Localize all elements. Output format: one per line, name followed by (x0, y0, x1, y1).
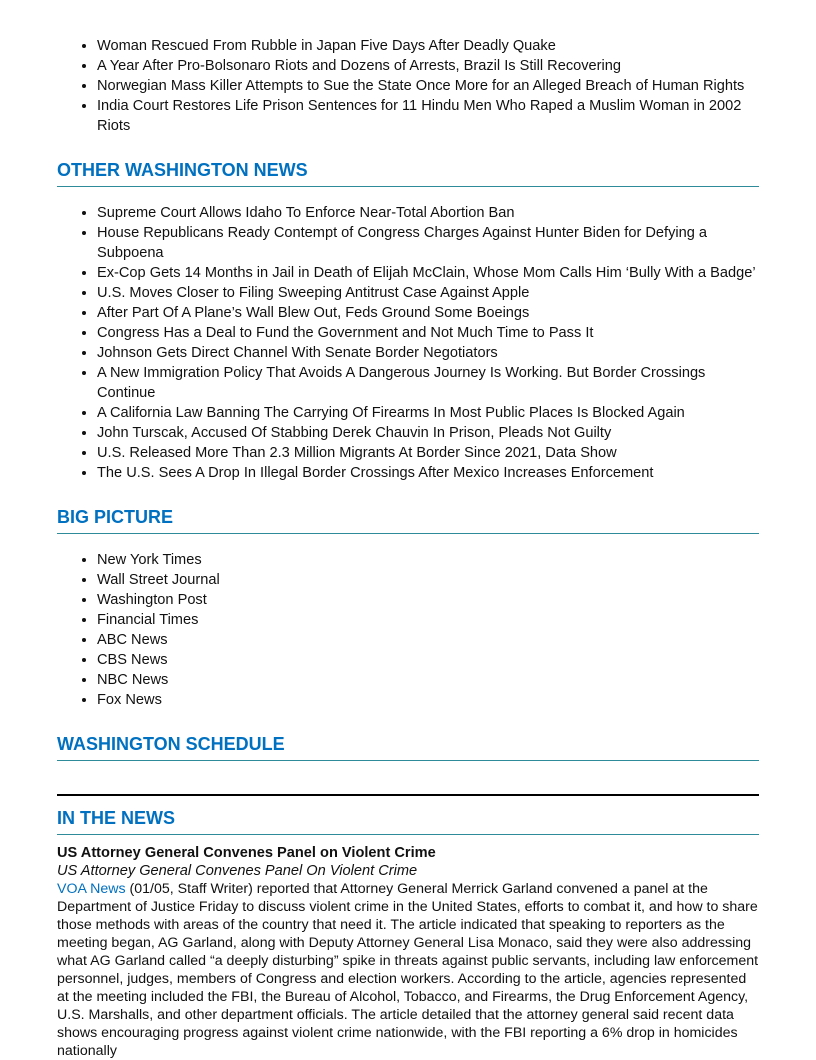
big-picture-heading: BIG PICTURE (57, 505, 759, 534)
list-item[interactable]: • Norwegian Mass Killer Attempts to Sue the State Once More for an Alleged Breach of Human Rights (97, 76, 759, 96)
list-item[interactable]: • The U.S. Sees A Drop In Illegal Border Crossings After Mexico Increases Enforcement (97, 463, 759, 483)
list-item[interactable]: • House Republicans Ready Contempt of Congress Charges Against Hunter Biden for Defying a Subpoena (97, 223, 759, 263)
section-divider (57, 794, 759, 796)
article-text: (01/05, Staff Writer) reported that Attorney General Merrick Garland convened a panel at the Department of Justice Friday to discuss violent crime in the United States, efforts to combat it, and how to share those methods with areas of the country that need it. The article indicated that speaking to reporters as the meeting began, AG Garland, along with Deputy Attorney General Lisa Monaco, said they were also addressing what AG Garland called “a deeply disturbing” spike in threats against public servants, including law enforcement personnel, judges, members of Congress and election workers. According to the article, agencies represented at the meeting included the FBI, the Bureau of Alcohol, Tobacco, and Firearms, the Drug Enforcement Agency, U.S. Marshalls, and other department officials. The article detailed that the attorney general said recent data shows encouraging progress against violent crime nationwide, with the FBI reporting a 6% drop in homicides nationally (57, 881, 759, 1059)
list-item[interactable]: • After Part Of A Plane’s Wall Blew Out, Feds Ground Some Boeings (97, 303, 759, 323)
list-item[interactable]: • A Year After Pro-Bolsonaro Riots and Dozens of Arrests, Brazil Is Still Recovering (97, 56, 759, 76)
list-item[interactable]: • Financial Times (97, 610, 759, 630)
big-picture-list (57, 550, 759, 710)
list-item[interactable]: • Johnson Gets Direct Channel With Senate Border Negotiators (97, 343, 759, 363)
list-item[interactable]: • A California Law Banning The Carrying Of Firearms In Most Public Places Is Blocked Again (97, 403, 759, 423)
list-item[interactable]: • Wall Street Journal (97, 570, 759, 590)
article-subtitle: US Attorney General Convenes Panel On Violent Crime (57, 863, 418, 879)
list-item[interactable]: • Congress Has a Deal to Fund the Government and Not Much Time to Pass It (97, 323, 759, 343)
list-item[interactable]: • Fox News (97, 690, 759, 710)
list-item[interactable]: • CBS News (97, 650, 759, 670)
washington-schedule-heading: WASHINGTON SCHEDULE (57, 732, 759, 761)
list-item[interactable]: • U.S. Released More Than 2.3 Million Migrants At Border Since 2021, Data Show (97, 443, 759, 463)
article-source-link[interactable]: VOA News (57, 881, 126, 897)
list-item[interactable]: • Ex-Cop Gets 14 Months in Jail in Death of Elijah McClain, Whose Mom Calls Him ‘Bully With a Badge’ (97, 263, 759, 283)
list-item[interactable]: • Washington Post (97, 590, 759, 610)
list-item[interactable]: • Woman Rescued From Rubble in Japan Five Days After Deadly Quake (97, 36, 759, 56)
other-washington-news-heading: OTHER WASHINGTON NEWS (57, 158, 759, 187)
list-item[interactable]: • U.S. Moves Closer to Filing Sweeping Antitrust Case Against Apple (97, 283, 759, 303)
list-item[interactable]: • NBC News (97, 670, 759, 690)
article-title: US Attorney General Convenes Panel on Violent Crime (57, 845, 436, 861)
in-the-news-heading: IN THE NEWS (57, 806, 759, 835)
list-item[interactable]: • India Court Restores Life Prison Sentences for 11 Hindu Men Who Raped a Muslim Woman in 2002 Riots (97, 96, 759, 136)
world-news-list (57, 36, 759, 136)
list-item[interactable]: • Supreme Court Allows Idaho To Enforce Near-Total Abortion Ban (97, 203, 759, 223)
other-washington-news-list (57, 203, 759, 483)
list-item[interactable]: • ABC News (97, 630, 759, 650)
article-body (57, 880, 759, 1060)
list-item[interactable]: • A New Immigration Policy That Avoids A Dangerous Journey Is Working. But Border Crossings Continue (97, 363, 759, 403)
list-item[interactable]: • New York Times (97, 550, 759, 570)
list-item[interactable]: • John Turscak, Accused Of Stabbing Derek Chauvin In Prison, Pleads Not Guilty (97, 423, 759, 443)
news-article (57, 844, 759, 1060)
